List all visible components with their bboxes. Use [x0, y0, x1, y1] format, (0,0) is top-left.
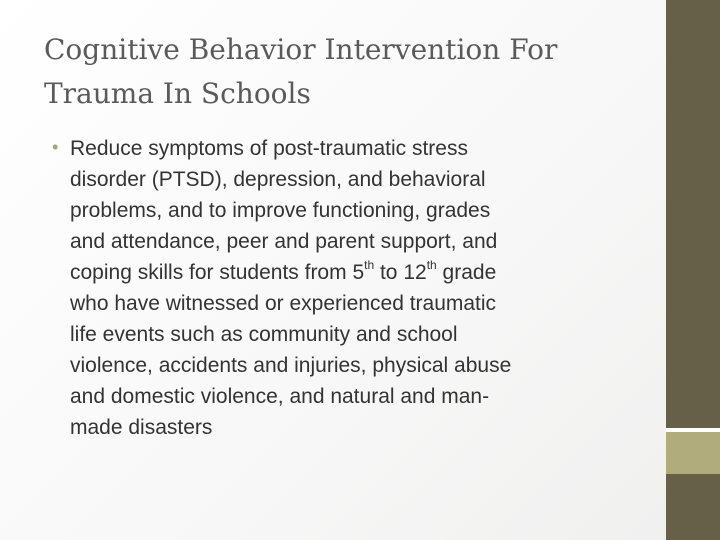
grades-text-start: coping skills for students from 5: [70, 261, 365, 284]
body-line: and domestic violence, and natural and man-: [70, 385, 490, 408]
grades-text-middle: to 12: [374, 261, 427, 284]
slide-body: [52, 133, 612, 443]
body-line: disorder (PTSD), depression, and behavioral: [70, 168, 486, 191]
slide-title: [44, 28, 644, 116]
bullet-item: [52, 133, 612, 443]
body-line: Reduce symptoms of post-traumatic stress: [70, 137, 468, 160]
body-line: problems, and to improve functioning, grades: [70, 199, 491, 222]
ordinal-suffix: th: [426, 258, 437, 272]
body-line: who have witnessed or experienced traumatic: [70, 292, 497, 315]
title-line: Cognitive Behavior Intervention For: [44, 33, 558, 66]
body-line: violence, accidents and injuries, physical abuse: [70, 354, 512, 377]
sidebar-accent-block: [666, 432, 720, 474]
title-line: Trauma In Schools: [44, 77, 311, 110]
bullet-dot-icon: •: [52, 137, 59, 157]
body-line: and attendance, peer and parent support, and: [70, 230, 498, 253]
body-line: life events such as community and school: [70, 323, 458, 346]
body-line-grades: [70, 257, 612, 288]
ordinal-suffix: th: [364, 258, 375, 272]
body-line: made disasters: [70, 416, 213, 439]
grades-text-end: grade: [436, 261, 497, 284]
